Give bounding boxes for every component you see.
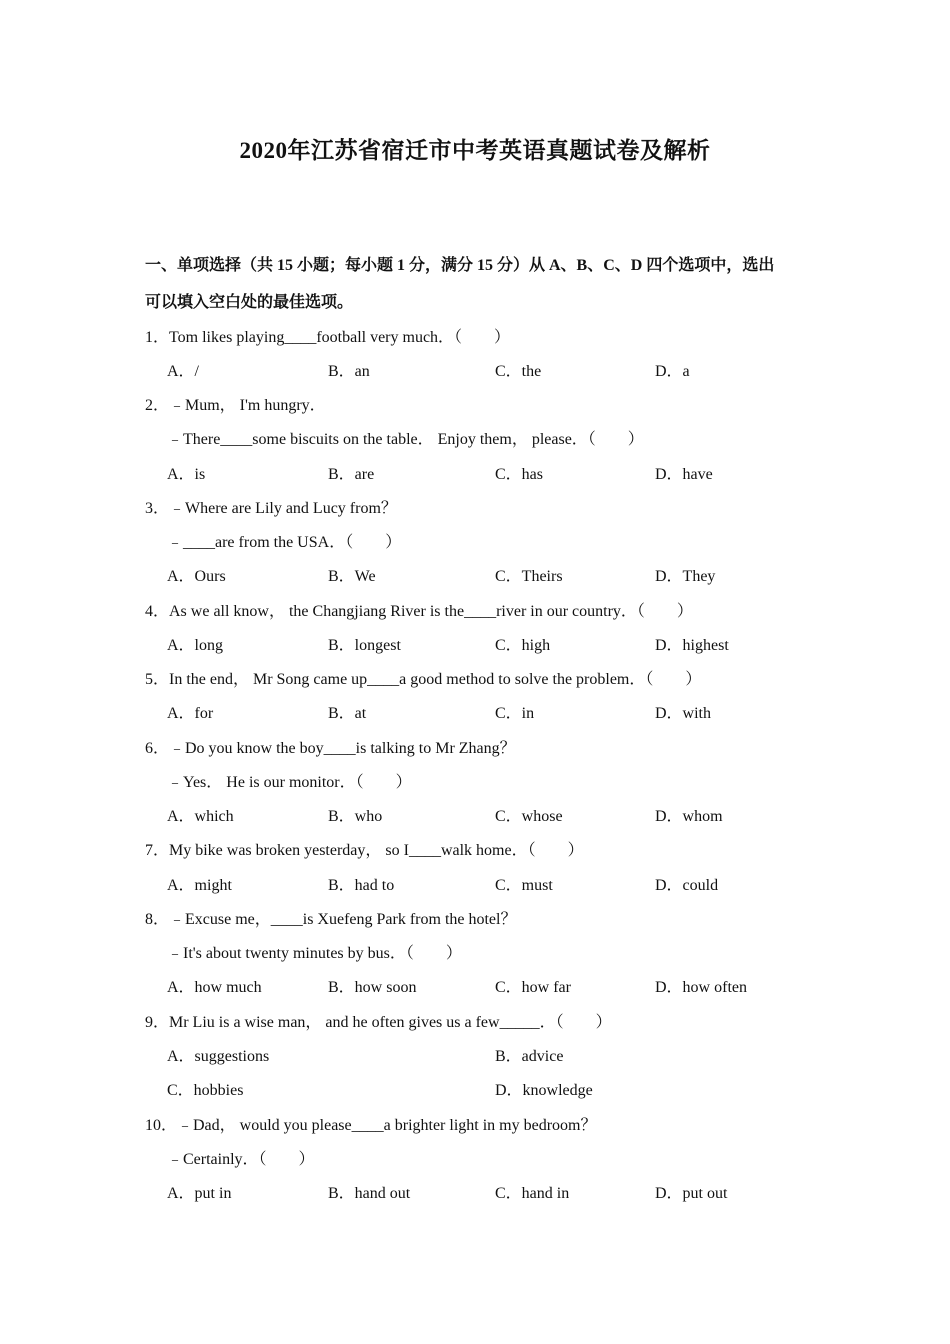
question-7-option-c[interactable]: C．must bbox=[495, 877, 553, 894]
question-9-option-a[interactable]: A．suggestions bbox=[167, 1048, 270, 1065]
question-5-option-c[interactable]: C．in bbox=[495, 705, 535, 722]
question-5-option-d[interactable]: D．with bbox=[655, 705, 712, 722]
question-9-option-d[interactable]: D．knowledge bbox=[495, 1082, 593, 1099]
question-8-option-b[interactable]: B．how soon bbox=[328, 979, 417, 996]
question-1-stem: 1．Tom likes playing____football very much．（ ） bbox=[145, 329, 511, 346]
question-4-option-a[interactable]: A．long bbox=[167, 637, 224, 654]
section-instruction-line-1: 一、单项选择（共 15 小题；每小题 1 分，满分 15 分）从 A、B、C、D 四个选项中，选出 bbox=[145, 257, 775, 274]
question-10-option-b[interactable]: B．hand out bbox=[328, 1185, 411, 1202]
question-6-option-a[interactable]: A．which bbox=[167, 808, 234, 825]
question-4-option-c[interactable]: C．high bbox=[495, 637, 551, 654]
question-5-option-a[interactable]: A．for bbox=[167, 705, 214, 722]
question-2-stem: 2．﹣Mum， I'm hungry． bbox=[145, 397, 326, 414]
question-2-option-b[interactable]: B．are bbox=[328, 466, 375, 483]
question-3-option-a[interactable]: A．Ours bbox=[167, 568, 226, 585]
question-7-stem: 7．My bike was broken yesterday， so I____walk home．（ ） bbox=[145, 842, 584, 859]
question-9-stem: 9．Mr Liu is a wise man， and he often gives us a few_____．（ ） bbox=[145, 1014, 612, 1031]
question-6-stem-line-2: ﹣Yes． He is our monitor．（ ） bbox=[167, 774, 412, 791]
question-2-option-d[interactable]: D．have bbox=[655, 466, 713, 483]
question-8-stem-line-2: ﹣It's about twenty minutes by bus．（ ） bbox=[167, 945, 462, 962]
question-10-stem-line-2: ﹣Certainly．（ ） bbox=[167, 1151, 315, 1168]
question-4-option-b[interactable]: B．longest bbox=[328, 637, 401, 654]
page-title: 2020年江苏省宿迁市中考英语真题试卷及解析 bbox=[239, 138, 711, 163]
question-2-stem-line-2: ﹣There____some biscuits on the table． Enjoy them， please．（ ） bbox=[167, 431, 644, 448]
question-10-option-c[interactable]: C．hand in bbox=[495, 1185, 570, 1202]
question-6-option-c[interactable]: C．whose bbox=[495, 808, 563, 825]
question-10-stem: 10．﹣Dad， would you please____a brighter light in my bedroom？ bbox=[145, 1117, 597, 1134]
question-2-option-c[interactable]: C．has bbox=[495, 466, 544, 483]
question-6-option-d[interactable]: D．whom bbox=[655, 808, 723, 825]
question-3-option-b[interactable]: B．We bbox=[328, 568, 376, 585]
section-instruction-line-2: 可以填入空白处的最佳选项。 bbox=[145, 294, 354, 311]
question-1-option-b[interactable]: B．an bbox=[328, 363, 370, 380]
question-7-option-b[interactable]: B．had to bbox=[328, 877, 395, 894]
question-10-option-d[interactable]: D．put out bbox=[655, 1185, 728, 1202]
question-9-option-b[interactable]: B．advice bbox=[495, 1048, 564, 1065]
question-1-option-d[interactable]: D．a bbox=[655, 363, 690, 380]
question-6-stem: 6．﹣Do you know the boy____is talking to Mr Zhang？ bbox=[145, 740, 516, 757]
question-1-option-a[interactable]: A．/ bbox=[167, 363, 200, 380]
question-4-stem: 4．As we all know， the Changjiang River is the____river in our country．（ ） bbox=[145, 603, 693, 620]
question-7-option-d[interactable]: D．could bbox=[655, 877, 719, 894]
question-2-option-a[interactable]: A．is bbox=[167, 466, 206, 483]
question-4-option-d[interactable]: D．highest bbox=[655, 637, 729, 654]
question-1-option-c[interactable]: C．the bbox=[495, 363, 542, 380]
question-8-option-a[interactable]: A．how much bbox=[167, 979, 262, 996]
question-5-option-b[interactable]: B．at bbox=[328, 705, 367, 722]
question-8-option-d[interactable]: D．how often bbox=[655, 979, 747, 996]
question-8-stem: 8．﹣Excuse me，____is Xuefeng Park from the hotel？ bbox=[145, 911, 517, 928]
question-6-option-b[interactable]: B．who bbox=[328, 808, 383, 825]
question-3-option-d[interactable]: D．They bbox=[655, 568, 716, 585]
question-8-option-c[interactable]: C．how far bbox=[495, 979, 571, 996]
question-7-option-a[interactable]: A．might bbox=[167, 877, 232, 894]
question-9-option-c[interactable]: C．hobbies bbox=[167, 1082, 244, 1099]
question-3-option-c[interactable]: C．Theirs bbox=[495, 568, 563, 585]
question-10-option-a[interactable]: A．put in bbox=[167, 1185, 232, 1202]
question-5-stem: 5．In the end， Mr Song came up____a good method to solve the problem．（ ） bbox=[145, 671, 702, 688]
question-3-stem: 3．﹣Where are Lily and Lucy from？ bbox=[145, 500, 397, 517]
question-3-stem-line-2: ﹣____are from the USA．（ ） bbox=[167, 534, 402, 551]
